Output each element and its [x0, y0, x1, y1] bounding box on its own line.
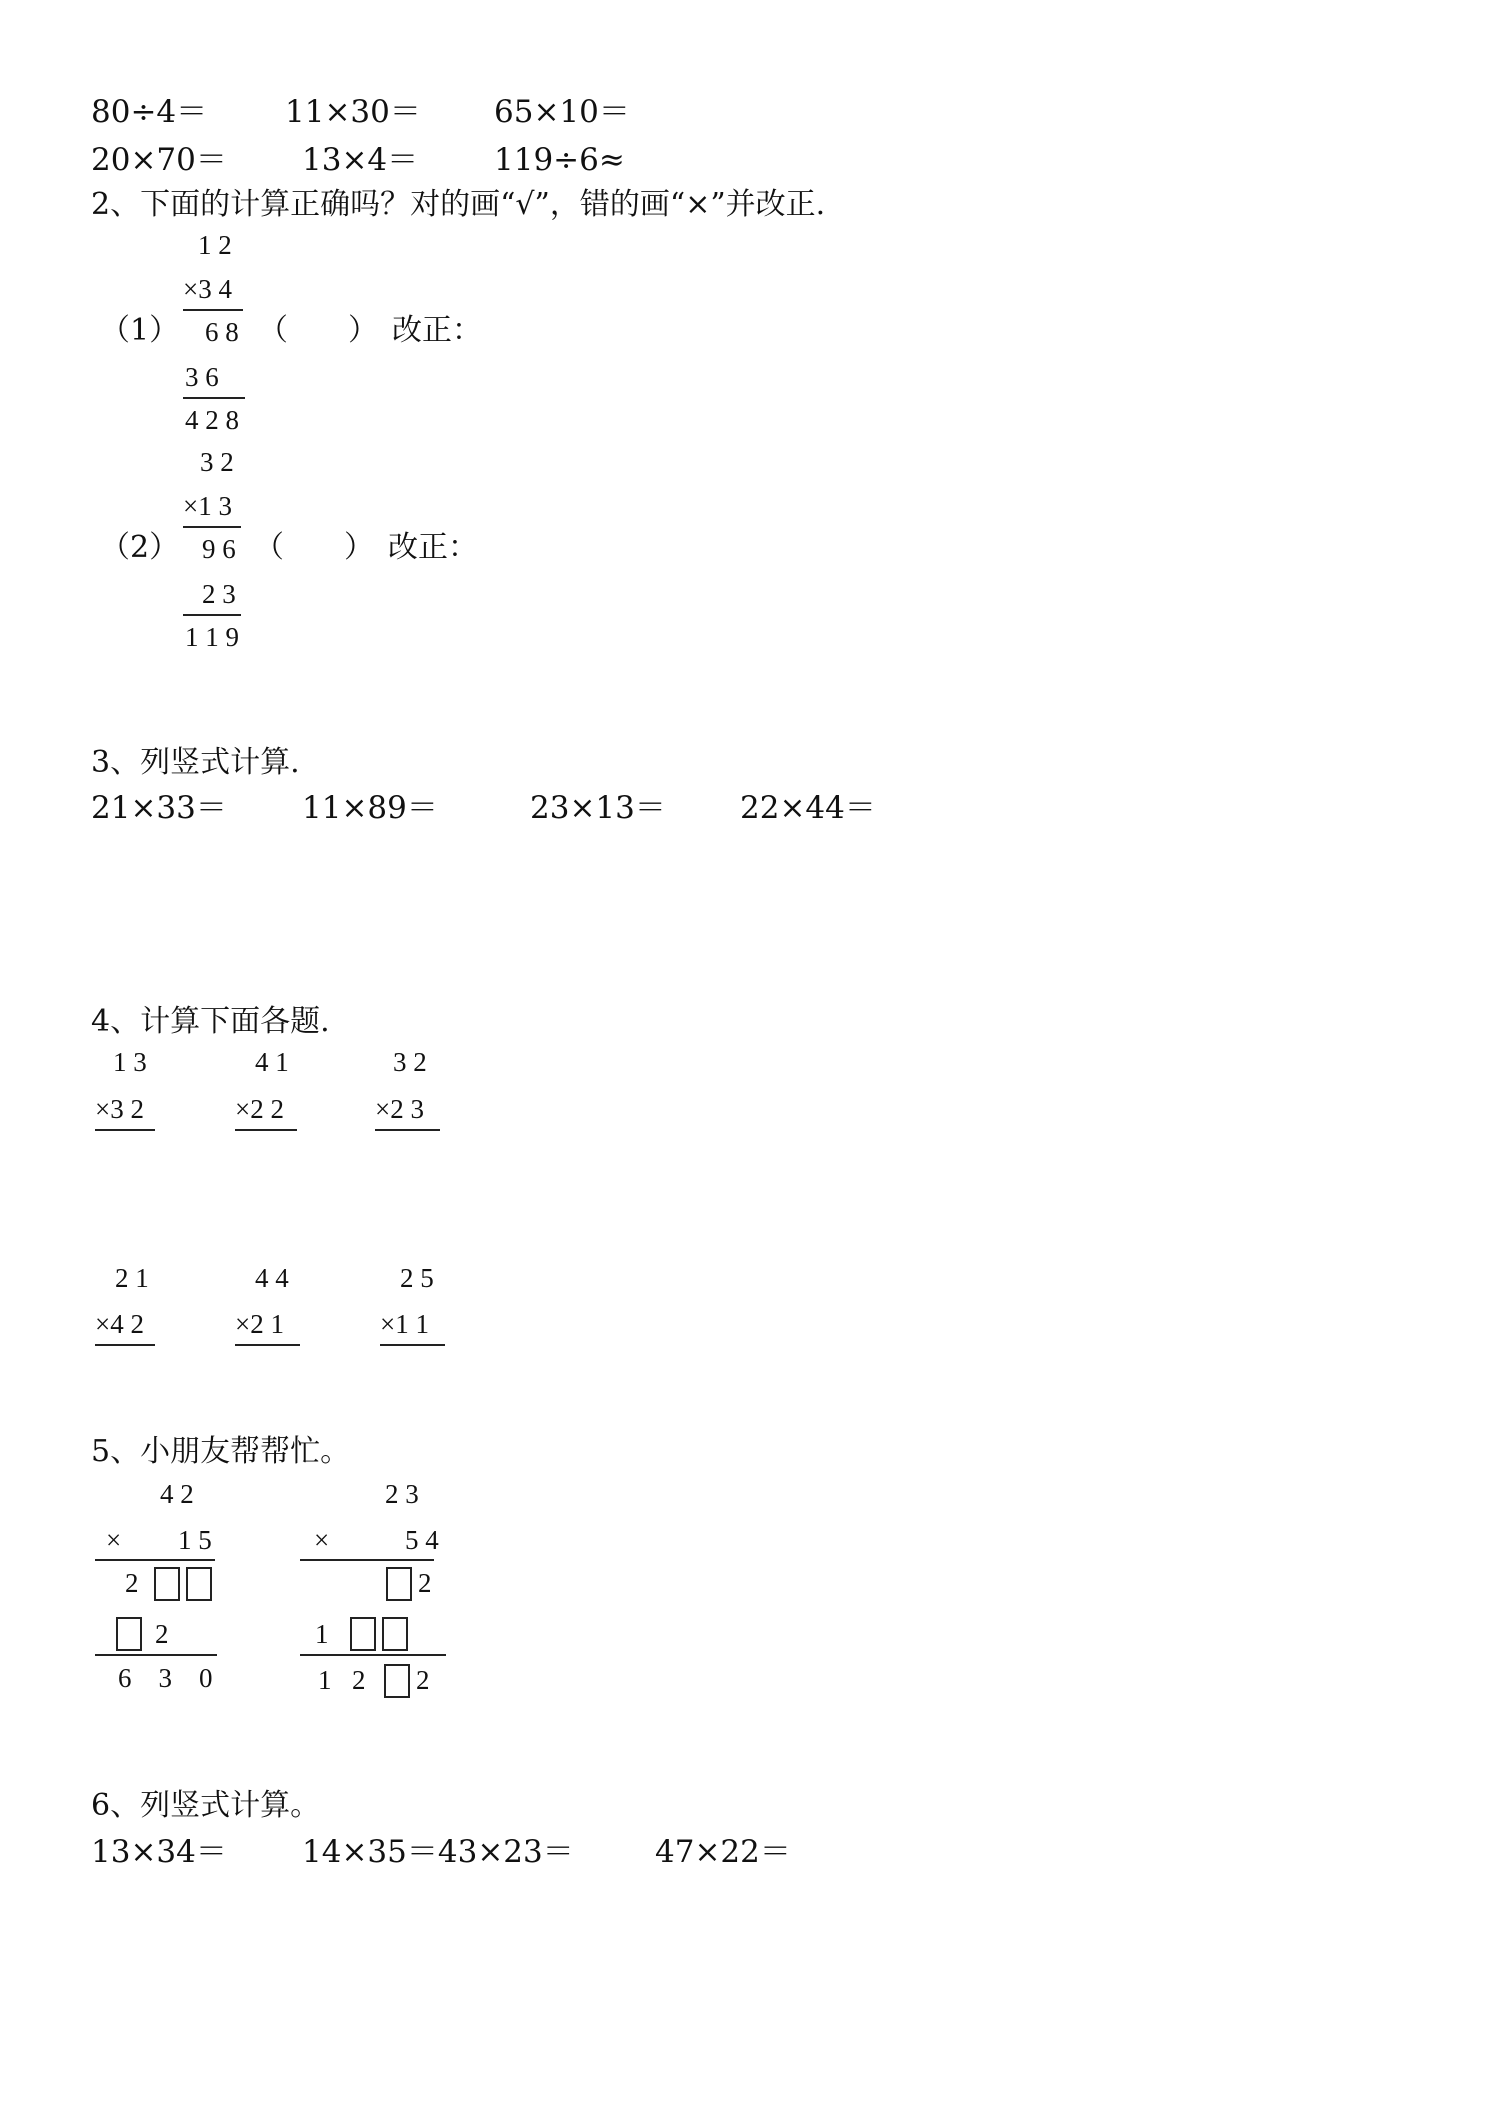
product-result: 4 2 8 — [185, 405, 239, 435]
rule-line — [235, 1344, 300, 1346]
rule-line — [95, 1654, 217, 1656]
vertical-multiplier: ×1 1 — [380, 1309, 429, 1339]
partial-digit: 2 — [155, 1619, 169, 1649]
vertical-multiplicand: 4 2 — [160, 1479, 194, 1509]
rule-line — [235, 1129, 297, 1131]
rule-line — [183, 614, 241, 616]
partial-product: 6 8 — [205, 317, 239, 347]
section-3-title: 3、列竖式计算. — [91, 745, 300, 780]
rule-line — [300, 1654, 446, 1656]
oral-problem: 11×30＝ — [285, 94, 421, 130]
vertical-multiplicand: 4 4 — [255, 1263, 289, 1293]
oral-problem: 119÷6≈ — [494, 142, 625, 178]
vertical-multiplier: ×3 4 — [183, 274, 232, 304]
result-digit: 2 — [416, 1665, 430, 1695]
vertical-multiplier: ×4 2 — [95, 1309, 144, 1339]
rule-line — [183, 526, 241, 528]
section-6-title: 6、列竖式计算。 — [91, 1788, 321, 1823]
partial-product: 3 6 — [185, 362, 219, 392]
result-digit: 1 — [318, 1665, 332, 1695]
rule-line — [95, 1344, 155, 1346]
vertical-multiplier: ×1 3 — [183, 491, 232, 521]
vertical-problem: 23×13＝ — [530, 790, 666, 826]
vertical-multiplicand: 2 5 — [400, 1263, 434, 1293]
vertical-problem: 47×22＝ — [655, 1834, 791, 1870]
product-result: 1 1 9 — [185, 622, 239, 652]
times-sign: × — [106, 1525, 122, 1555]
product-result: 6 3 0 — [118, 1663, 213, 1693]
correction-label: 改正： — [388, 530, 478, 565]
rule-line — [380, 1344, 445, 1346]
partial-product: 2 3 — [202, 579, 236, 609]
item-label: （1） — [100, 313, 180, 348]
times-sign: × — [314, 1525, 330, 1555]
section-5-title: 5、小朋友帮帮忙。 — [91, 1434, 351, 1469]
rule-line — [183, 309, 243, 311]
rule-line — [95, 1559, 215, 1561]
rule-line — [375, 1129, 440, 1131]
vertical-multiplier: 5 4 — [405, 1525, 439, 1555]
rule-line — [183, 397, 245, 399]
vertical-problem: 11×89＝ — [302, 790, 438, 826]
vertical-multiplier: ×2 3 — [375, 1094, 424, 1124]
blank-box[interactable] — [350, 1617, 376, 1651]
result-digit: 2 — [352, 1665, 366, 1695]
blank-box[interactable] — [384, 1664, 410, 1698]
answer-parentheses: （ ） — [254, 530, 374, 565]
vertical-multiplicand: 3 2 — [393, 1047, 427, 1077]
oral-problem: 80÷4＝ — [91, 94, 208, 130]
vertical-multiplicand: 4 1 — [255, 1047, 289, 1077]
vertical-problem: 13×34＝ — [91, 1834, 227, 1870]
item-label: （2） — [100, 530, 180, 565]
partial-digit: 2 — [125, 1568, 139, 1598]
rule-line — [95, 1129, 155, 1131]
answer-parentheses: （ ） — [258, 313, 378, 348]
vertical-multiplicand: 2 3 — [385, 1479, 419, 1509]
blank-box[interactable] — [386, 1567, 412, 1601]
blank-box[interactable] — [116, 1617, 142, 1651]
vertical-multiplier: ×3 2 — [95, 1094, 144, 1124]
vertical-multiplicand: 1 3 — [113, 1047, 147, 1077]
vertical-multiplicand: 1 2 — [198, 230, 232, 260]
blank-box[interactable] — [154, 1567, 180, 1601]
partial-digit: 1 — [315, 1619, 329, 1649]
oral-problem: 13×4＝ — [302, 142, 419, 178]
rule-line — [300, 1559, 434, 1561]
vertical-multiplier: ×2 1 — [235, 1309, 284, 1339]
vertical-problem: 14×35＝43×23＝ — [302, 1834, 574, 1870]
blank-box[interactable] — [186, 1567, 212, 1601]
vertical-multiplier: ×2 2 — [235, 1094, 284, 1124]
blank-box[interactable] — [382, 1617, 408, 1651]
partial-digit: 2 — [418, 1568, 432, 1598]
vertical-multiplicand: 3 2 — [200, 447, 234, 477]
vertical-multiplier: 1 5 — [178, 1525, 212, 1555]
section-4-title: 4、计算下面各题. — [91, 1004, 330, 1039]
oral-problem: 65×10＝ — [494, 94, 630, 130]
vertical-problem: 22×44＝ — [740, 790, 876, 826]
vertical-multiplicand: 2 1 — [115, 1263, 149, 1293]
oral-problem: 20×70＝ — [91, 142, 227, 178]
partial-product: 9 6 — [202, 534, 236, 564]
vertical-problem: 21×33＝ — [91, 790, 227, 826]
section-2-title: 2、下面的计算正确吗？对的画“√”，错的画“×”并改正. — [91, 187, 826, 222]
correction-label: 改正： — [392, 313, 482, 348]
